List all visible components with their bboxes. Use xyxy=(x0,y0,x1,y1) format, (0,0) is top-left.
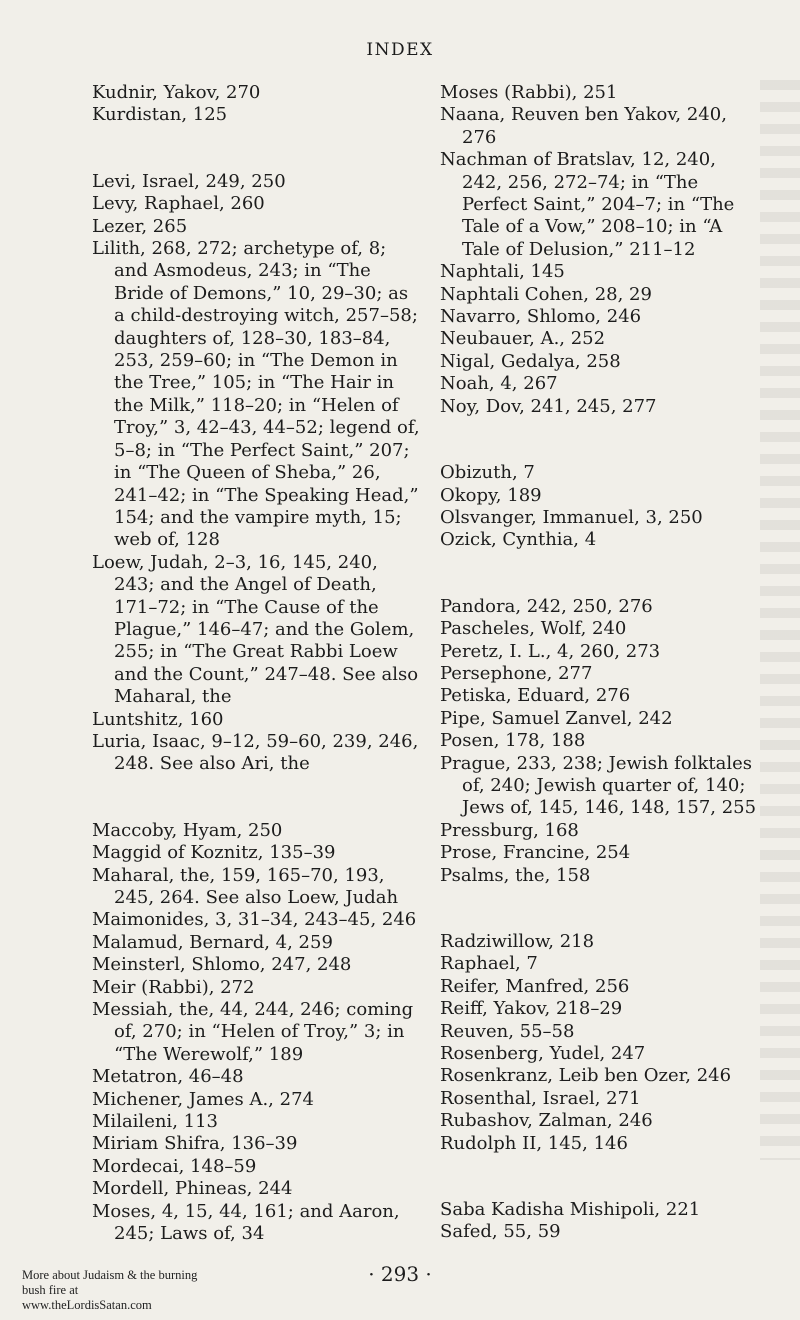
index-entry: Meinsterl, Shlomo, 247, 248 xyxy=(92,954,352,976)
index-entry: Rudolph II, 145, 146 xyxy=(440,1132,628,1154)
index-entry: Levi, Israel, 249, 250 xyxy=(92,170,286,192)
index-entry: Kudnir, Yakov, 270 xyxy=(92,82,261,103)
index-entry: Reuven, 55–58 xyxy=(440,1020,575,1042)
index-entry: Okopy, 189 xyxy=(440,484,542,506)
index-entry: Pipe, Samuel Zanvel, 242 xyxy=(440,707,673,729)
index-group xyxy=(440,931,760,1155)
index-entry: Raphael, 7 xyxy=(440,953,538,975)
index-entry: Pascheles, Wolf, 240 xyxy=(440,618,627,640)
index-entry: Pandora, 242, 250, 276 xyxy=(440,595,653,617)
index-entry: Prose, Francine, 254 xyxy=(440,842,631,864)
index-group xyxy=(440,1199,760,1244)
index-entry: Olsvanger, Immanuel, 3, 250 xyxy=(440,506,703,528)
index-group xyxy=(92,82,422,127)
index-group xyxy=(440,82,760,418)
index-entry: Noy, Dov, 241, 245, 277 xyxy=(440,395,657,417)
index-entry: Nigal, Gedalya, 258 xyxy=(440,350,621,372)
watermark-text: More about Judaism & the burning bush fire at www.theLordisSatan.com xyxy=(22,1268,198,1312)
index-entry: Loew, Judah, 2–3, 16, 145, 240, 243; and the Angel of Death, 171–72; in “The Cause of the Plague,” 146–47; and the Golem, 255; in “The Great Rabbi Loew and the Count,” 247–48. See also Maharal, the xyxy=(92,551,419,708)
index-entry: Rubashov, Zalman, 246 xyxy=(440,1110,653,1132)
index-entry: Nachman of Bratslav, 12, 240, 242, 256, 272–74; in “The Perfect Saint,” 204–7; in “The Tale of a Vow,” 208–10; in “A Tale of Delusion,” 211–12 xyxy=(440,149,735,260)
index-entry: Luria, Isaac, 9–12, 59–60, 239, 246, 248. See also Ari, the xyxy=(92,730,419,775)
index-entry: Reiff, Yakov, 218–29 xyxy=(440,998,623,1020)
index-entry: Peretz, I. L., 4, 260, 273 xyxy=(440,640,661,662)
index-entry: Mordecai, 148–59 xyxy=(92,1155,257,1177)
index-entry: Reifer, Manfred, 256 xyxy=(440,975,630,997)
index-entry: Michener, James A., 274 xyxy=(92,1088,314,1110)
index-entry: Naphtali, 145 xyxy=(440,261,565,283)
index-entry: Maimonides, 3, 31–34, 243–45, 246 xyxy=(92,909,417,931)
index-entry: Lezer, 265 xyxy=(92,215,188,237)
index-entry: Radziwillow, 218 xyxy=(440,931,595,952)
page-number: · 293 · xyxy=(368,1262,432,1286)
index-entry: Metatron, 46–48 xyxy=(92,1066,244,1088)
index-entry: Pressburg, 168 xyxy=(440,819,579,841)
index-entry: Meir (Rabbi), 272 xyxy=(92,976,255,998)
index-entry: Petiska, Eduard, 276 xyxy=(440,685,631,707)
index-entry: Mordell, Phineas, 244 xyxy=(92,1178,293,1200)
index-entry: Luntshitz, 160 xyxy=(92,708,224,730)
index-entry: Posen, 178, 188 xyxy=(440,730,586,752)
index-entry: Moses (Rabbi), 251 xyxy=(440,82,618,103)
index-group xyxy=(92,820,422,1246)
index-entry: Prague, 233, 238; Jewish folktales of, 240; Jewish quarter of, 140; Jews of, 145, 146, 148, 157, 255 xyxy=(440,752,757,819)
index-entry: Rosenberg, Yudel, 247 xyxy=(440,1043,646,1065)
index-group xyxy=(440,462,760,552)
index-entry: Moses, 4, 15, 44, 161; and Aaron, 245; Laws of, 34 xyxy=(92,1200,400,1245)
index-entry: Kurdistan, 125 xyxy=(92,104,228,126)
index-entry: Maccoby, Hyam, 250 xyxy=(92,819,283,841)
index-entry: Obizuth, 7 xyxy=(440,462,535,484)
index-column-left xyxy=(92,82,422,1290)
index-entry: Safed, 55, 59 xyxy=(440,1221,561,1243)
index-entry: Rosenkranz, Leib ben Ozer, 246 xyxy=(440,1065,732,1087)
index-entry: Miriam Shifra, 136–39 xyxy=(92,1133,298,1155)
index-entry: Malamud, Bernard, 4, 259 xyxy=(92,931,333,953)
index-column-right xyxy=(440,82,760,1288)
index-entry: Maggid of Koznitz, 135–39 xyxy=(92,842,336,864)
index-entry: Rosenthal, Israel, 271 xyxy=(440,1087,641,1109)
index-group xyxy=(92,171,422,776)
index-entry: Messiah, the, 44, 244, 246; coming of, 270; in “Helen of Troy,” 3; in “The Werewolf,” 189 xyxy=(92,999,414,1065)
index-entry: Neubauer, A., 252 xyxy=(440,328,606,350)
index-group xyxy=(440,596,760,887)
index-entry: Navarro, Shlomo, 246 xyxy=(440,306,642,328)
index-entry: Persephone, 277 xyxy=(440,662,593,684)
index-entry: Noah, 4, 267 xyxy=(440,373,558,395)
page-header: INDEX xyxy=(366,40,434,60)
index-entry: Naphtali Cohen, 28, 29 xyxy=(440,283,652,305)
index-entry: Saba Kadisha Mishipoli, 221 xyxy=(440,1199,701,1221)
index-entry: Naana, Reuven ben Yakov, 240, 276 xyxy=(440,104,727,148)
bleed-through-text xyxy=(760,80,800,1160)
index-entry: Psalms, the, 158 xyxy=(440,864,591,886)
index-entry: Levy, Raphael, 260 xyxy=(92,193,265,215)
index-entry: Ozick, Cynthia, 4 xyxy=(440,529,597,551)
index-entry: Lilith, 268, 272; archetype of, 8; and Asmodeus, 243; in “The Bride of Demons,” 10, 29–30; as a child-destroying witch, 257–58; daughters of, 128–30, 183–84, 253, 259–60; in “The Demon in the Tree,” 105; in “The Hair in the Milk,” 118–20; in “Helen of Troy,” 3, 42–43, 44–52; legend of, 5–8; in “The Perfect Saint,” 207; in “The Queen of Sheba,” 26, 241–42; in “The Speaking Head,” 154; and the vampire myth, 15; web of, 128 xyxy=(92,238,420,551)
index-entry: Milaileni, 113 xyxy=(92,1111,218,1133)
index-entry: Maharal, the, 159, 165–70, 193, 245, 264. See also Loew, Judah xyxy=(92,864,399,908)
